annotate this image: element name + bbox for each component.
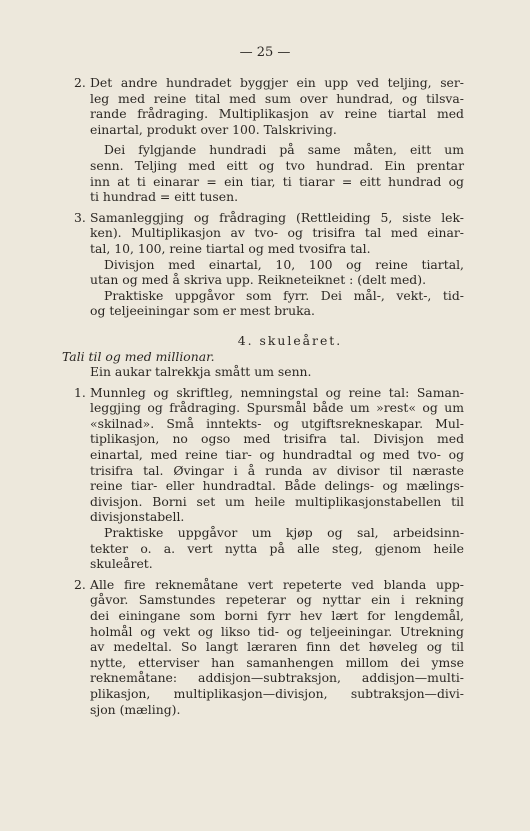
text-line: sjon (mæling).	[90, 701, 181, 717]
text-line: einartal, med reine tiar- og hundradtal og med tvo- og	[90, 447, 464, 463]
text-line: divisjonstabell.	[90, 509, 185, 525]
list-item-2	[76, 75, 464, 205]
text-line: plikasjon, multiplikasjon—divisjon, subtraksjon—divi-	[90, 685, 464, 701]
text-line: ken). Multiplikasjon av tvo- og trisifra tal med einar-	[90, 225, 464, 241]
section-subtitle: Tali til og med millionar.	[62, 348, 215, 364]
text-line: tal, 10, 100, reine tiartal og med tvosifra tal.	[90, 240, 371, 256]
text-line: tekter o. a. vert nytta på alle steg, gjenom heile	[90, 540, 464, 556]
text-line: Dei fylgjande hundradi på same måten, eitt um	[104, 142, 464, 158]
page-body	[62, 75, 464, 717]
list-item-4-1	[76, 385, 464, 572]
list-item-3	[76, 210, 464, 319]
text-line: reknemåtane: addisjon—subtraksjon, addisjon—multi-	[90, 670, 464, 686]
text-line: Alle fire reknemåtane vert repeterte ved blanda upp-	[90, 576, 464, 592]
text-line: senn. Teljing med eitt og tvo hundrad. Ein prentar	[90, 157, 464, 173]
text-line: inn at ti einarar = ein tiar, ti tiarar = eitt hundrad og	[90, 173, 464, 189]
item-number: 2.	[74, 576, 86, 592]
text-line: utan og med å skriva upp. Reikneteiknet : (delt med).	[90, 272, 427, 288]
text-line: Praktiske uppgåvor um kjøp og sal, arbeidsinn-	[104, 525, 464, 541]
text-line: skuleåret.	[90, 556, 153, 572]
para2-text	[76, 75, 464, 137]
text-line: ti hundrad = eitt tusen.	[90, 189, 239, 205]
text-line: Praktiske uppgåvor som fyrr. Dei mål-, vekt-, tid-	[104, 287, 464, 303]
text-line: «skilnad». Små inntekts- og utgiftsrekneskapar. Mul-	[90, 415, 464, 431]
para3-text	[76, 210, 464, 319]
text-line: einartal, produkt over 100. Talskriving.	[90, 121, 337, 137]
text-line: reine tiar- eller hundradtal. Både delings- og mælings-	[90, 478, 464, 494]
text-line: Munnleg og skriftleg, nemningstal og reine tal: Saman-	[90, 384, 464, 400]
text-line: trisifra tal. Øvingar i å runda av divisor til næraste	[90, 462, 464, 478]
para4-2-text	[76, 577, 464, 717]
list-item-4-2	[76, 577, 464, 717]
item-number: 1.	[74, 384, 86, 400]
para2-sub	[76, 142, 464, 204]
item-number: 2.	[74, 75, 86, 90]
text-line: Divisjon med einartal, 10, 100 og reine tiartal,	[104, 256, 464, 272]
text-line: leg med reine tital med sum over hundrad, og tilsva-	[90, 90, 464, 106]
text-line: Samanleggjing og frådraging (Rettleiding 5, siste lek-	[90, 209, 464, 225]
page-number: — 25 —	[239, 45, 291, 60]
text-line: av medeltal. So langt læraren finn det høveleg og til	[90, 639, 464, 655]
text-line: holmål og vekt og likso tid- og teljeeiningar. Utrekning	[90, 623, 464, 639]
text-line: gåvor. Samstundes repeterar og nyttar ein i rekning	[90, 592, 464, 608]
text-line: divisjon. Borni set um heile multiplikasjonstabellen til	[90, 493, 464, 509]
item-number: 3.	[74, 209, 86, 225]
text-line: dei einingane som borni fyrr hev lært for lengdemål,	[90, 608, 464, 623]
section-heading: 4. skuleåret.	[237, 332, 343, 348]
text-line: tiplikasjon, no ogso med trisifra tal. Divisjon med	[90, 431, 464, 447]
text-line: nytte, etterviser han samanhengen millom dei ymse	[90, 654, 464, 670]
para4-1-text	[76, 385, 464, 572]
section-intro-wrap	[76, 364, 464, 380]
text-line: rande frådraging. Multiplikasjon av reine tiartal med	[90, 106, 464, 122]
section-intro: Ein aukar talrekkja smått um senn.	[90, 364, 312, 380]
text-line: Det andre hundradet byggjer ein upp ved teljing, ser-	[90, 75, 464, 90]
text-line: og teljeeiningar som er mest bruka.	[90, 303, 315, 319]
text-line: leggjing og frådraging. Spursmål både um »rest« og um	[90, 400, 464, 416]
